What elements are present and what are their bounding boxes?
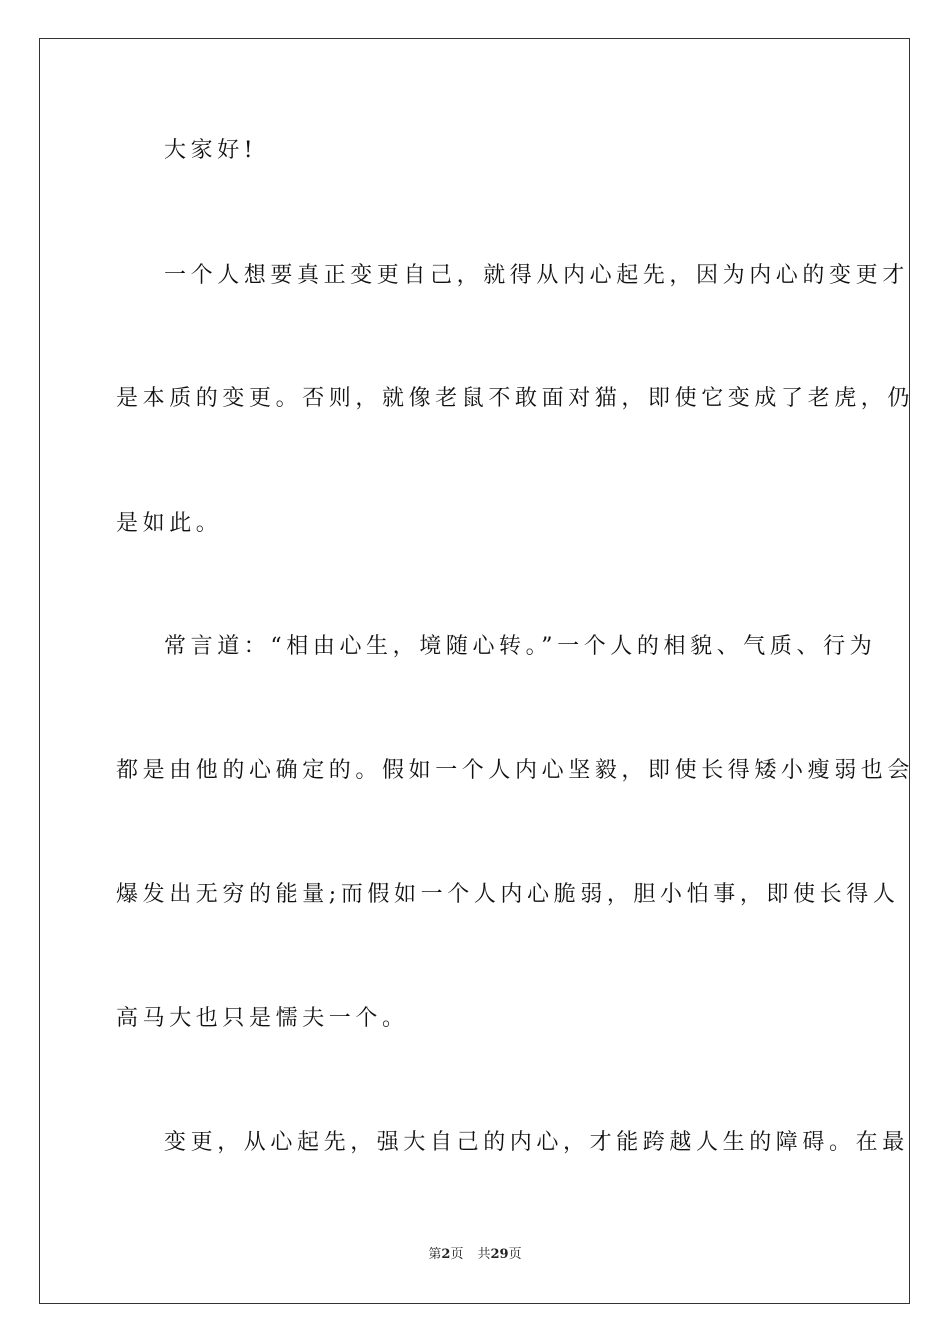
paragraph-1-line-3: 是如此。: [116, 511, 223, 536]
page-suffix: 页: [450, 1247, 464, 1262]
total-prefix: 共: [477, 1247, 491, 1262]
paragraph-2-line-3: 爆发出无穷的能量;而假如一个人内心脆弱，胆小怕事，即使长得人: [116, 882, 900, 907]
paragraph-2-line-4: 高马大也只是懦夫一个。: [116, 1006, 409, 1031]
page-prefix: 第: [428, 1247, 442, 1262]
total-page-count: 29: [490, 1247, 509, 1262]
total-suffix: 页: [508, 1247, 522, 1262]
paragraph-2-line-2: 都是由他的心确定的。假如一个人内心坚毅，即使长得矮小瘦弱也会: [116, 758, 915, 783]
page-footer: [0, 1243, 950, 1262]
current-page-number: 2: [441, 1247, 451, 1262]
paragraph-3-line-1: 变更，从心起先，强大自己的内心，才能跨越人生的障碍。在最: [164, 1130, 909, 1155]
paragraph-1-line-2: 是本质的变更。否则，就像老鼠不敢面对猫，即使它变成了老虎，仍: [116, 386, 915, 411]
paragraph-1-line-1: 一个人想要真正变更自己，就得从内心起先，因为内心的变更才: [164, 263, 909, 288]
paragraph-2-line-1: 常言道：“相由心生，境随心转。”一个人的相貌、气质、行为: [164, 634, 877, 659]
greeting-line: 大家好!: [164, 138, 258, 163]
page-border: [39, 38, 910, 1304]
